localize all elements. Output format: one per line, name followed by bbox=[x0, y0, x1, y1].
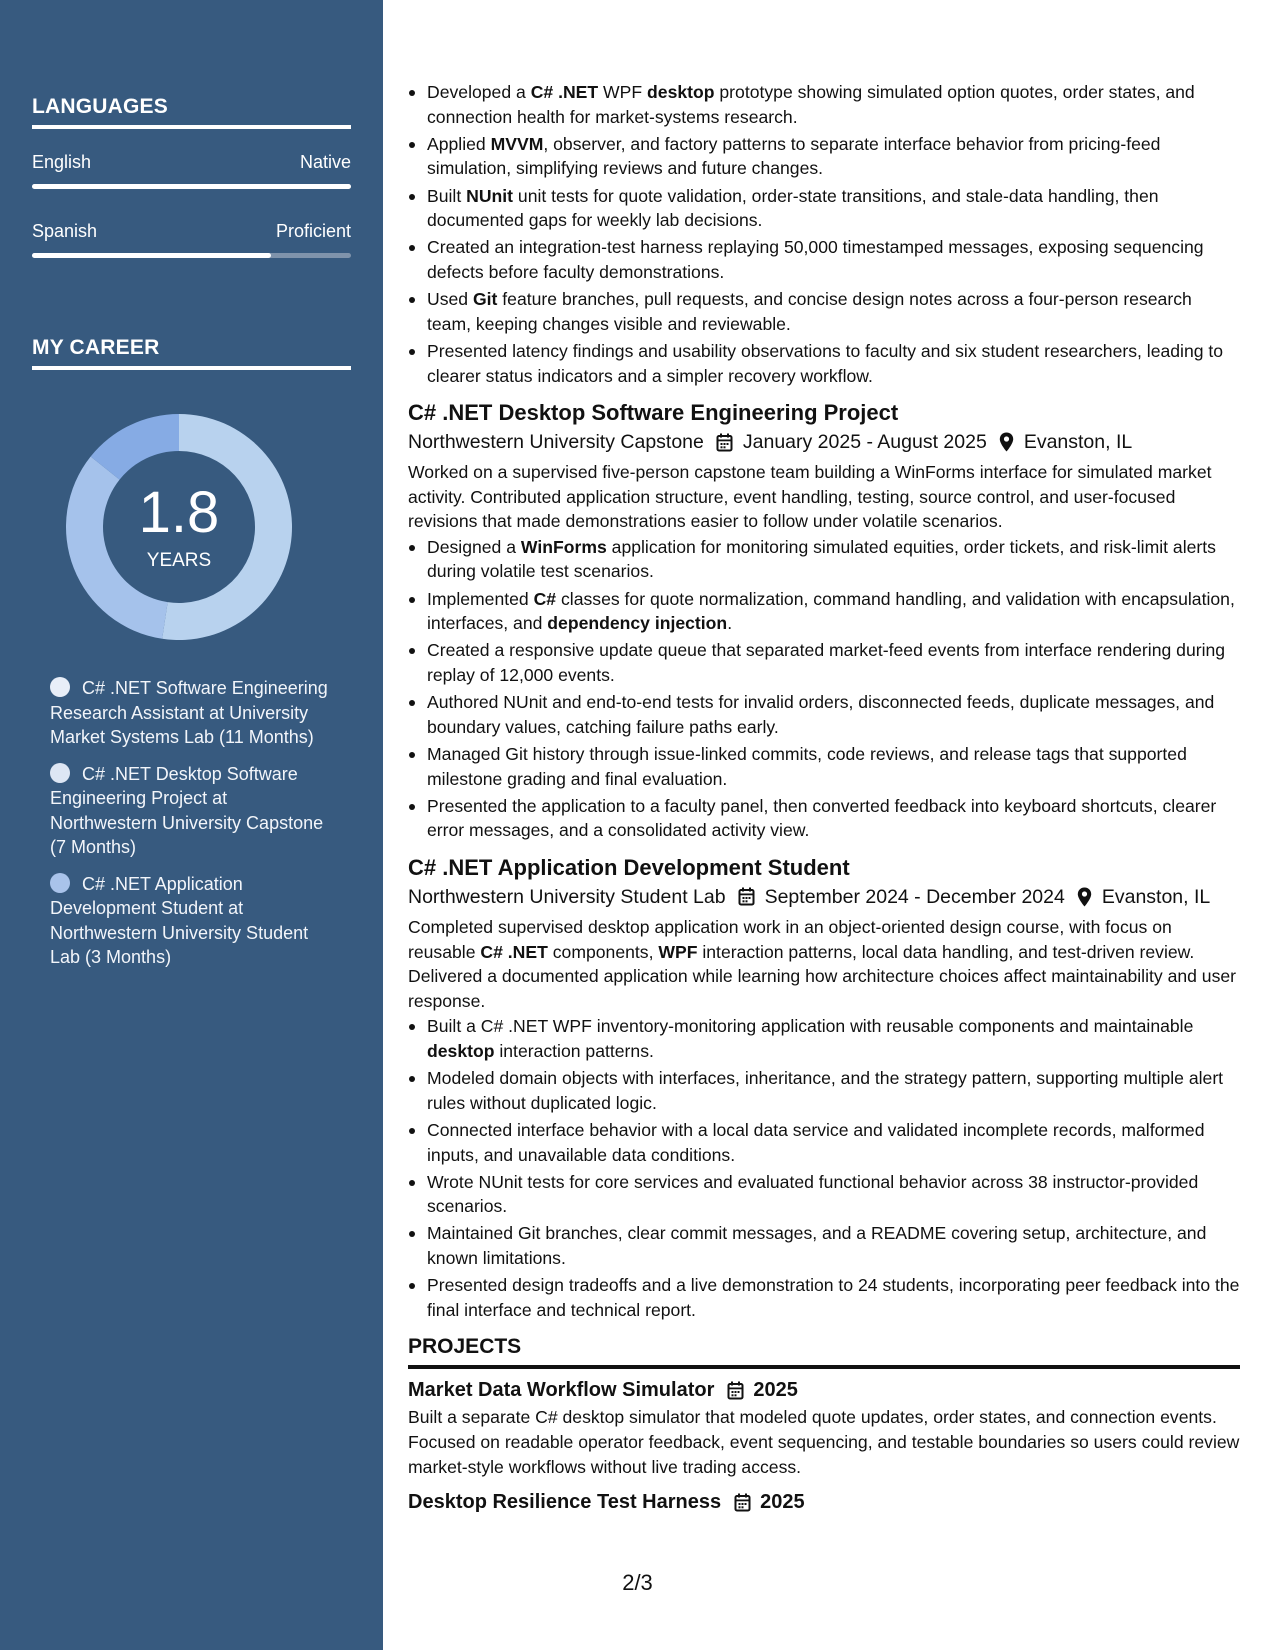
language-bar-spanish bbox=[32, 253, 351, 258]
legend-dot bbox=[50, 763, 70, 783]
job-bullet: Developed a C# .NET WPF desktop prototype showing simulated option quotes, order states, and connection health for market-systems research. bbox=[408, 80, 1240, 129]
language-bar-fill bbox=[32, 184, 351, 189]
job-bullet: Created a responsive update queue that separated market-feed events from interface rendering during replay of 12,000 events. bbox=[408, 638, 1240, 687]
career-legend bbox=[50, 676, 330, 982]
job-organization: Northwestern University Capstone bbox=[408, 431, 704, 454]
project-description: Built a separate C# desktop simulator that modeled quote updates, order states, and connection events. Focused on readable operator feedback, event sequencing, and testable boundaries so users could review market-style workflows without live trading access. bbox=[408, 1407, 1240, 1477]
language-bar-english bbox=[32, 184, 351, 189]
language-bar-fill bbox=[32, 253, 271, 258]
languages-heading: LANGUAGES bbox=[32, 95, 351, 129]
location-pin-icon bbox=[1077, 887, 1092, 907]
job-title: C# .NET Application Development Student bbox=[408, 854, 850, 880]
job-bullet: Built a C# .NET WPF inventory-monitoring application with reusable components and maintainable desktop interaction patterns. bbox=[408, 1014, 1240, 1063]
legend-text: C# .NET Software Engineering Research Assistant at University Market Systems Lab (11 Months) bbox=[50, 678, 328, 747]
legend-text: C# .NET Application Development Student at Northwestern University Student Lab (3 Months) bbox=[50, 873, 309, 967]
project-year: 2025 bbox=[760, 1491, 805, 1514]
language-name: English bbox=[32, 152, 92, 172]
project-title-row bbox=[408, 1375, 1240, 1405]
job-bullet: Created an integration-test harness replaying 50,000 timestamped messages, exposing sequencing defects before faculty demonstrations. bbox=[408, 235, 1240, 284]
project-title: Desktop Resilience Test Harness bbox=[408, 1491, 722, 1514]
job-organization: Northwestern University Student Lab bbox=[408, 885, 726, 908]
language-row-english bbox=[32, 152, 351, 173]
projects-heading: PROJECTS bbox=[408, 1333, 1240, 1369]
project-title: Market Data Workflow Simulator bbox=[408, 1379, 715, 1402]
job-description: Worked on a supervised five-person capstone team building a WinForms interface for simulated market activity. Contributed application structure, event handling, testing, source control, and user-focused revisions that made demonstrations easier to follow under volatile scenarios. bbox=[408, 462, 1212, 532]
calendar-icon bbox=[734, 1493, 751, 1512]
job-bullet: Modeled domain objects with interfaces, inheritance, and the strategy pattern, supporting multiple alert rules without duplicated logic. bbox=[408, 1066, 1240, 1115]
job-location: Evanston, IL bbox=[1101, 885, 1211, 908]
career-legend-item bbox=[50, 762, 330, 860]
legend-dot bbox=[50, 677, 70, 697]
job-bullet: Maintained Git branches, clear commit messages, and a README covering setup, architecture, and known limitations. bbox=[408, 1221, 1240, 1270]
career-heading: MY CAREER bbox=[32, 336, 351, 370]
project-entry bbox=[408, 1487, 1240, 1517]
job-bullet: Used Git feature branches, pull requests, and concise design notes across a four-person research team, keeping changes visible and reviewable. bbox=[408, 287, 1240, 336]
legend-dot bbox=[50, 873, 70, 893]
job-entry bbox=[408, 399, 1240, 843]
resume-main-content bbox=[408, 80, 1240, 1517]
job-bullet: Connected interface behavior with a local data service and validated incomplete records, malformed inputs, and unavailable data conditions. bbox=[408, 1118, 1240, 1167]
job-dates: September 2024 - December 2024 bbox=[764, 885, 1065, 908]
language-row-spanish bbox=[32, 221, 351, 242]
calendar-icon bbox=[716, 433, 733, 452]
job-dates: January 2025 - August 2025 bbox=[742, 431, 987, 454]
page-number: 2/3 bbox=[622, 1570, 653, 1595]
job-bullet: Presented design tradeoffs and a live demonstration to 24 students, incorporating peer feedback into the final interface and technical report. bbox=[408, 1273, 1240, 1322]
job-bullet: Implemented C# classes for quote normalization, command handling, and validation with encapsulation, interfaces, and dependency injection. bbox=[408, 587, 1240, 636]
sidebar bbox=[0, 0, 383, 1650]
job-bullet-list bbox=[408, 535, 1240, 843]
job-title: C# .NET Desktop Software Engineering Project bbox=[408, 400, 899, 426]
job-location: Evanston, IL bbox=[1023, 431, 1133, 454]
language-name: Spanish bbox=[32, 221, 98, 241]
job-bullet: Authored NUnit and end-to-end tests for invalid orders, disconnected feeds, duplicate messages, and boundary values, catching failure paths early. bbox=[408, 690, 1240, 739]
calendar-icon bbox=[727, 1381, 744, 1400]
language-level: Proficient bbox=[275, 221, 351, 241]
job-bullet: Presented latency findings and usability observations to faculty and six student researchers, leading to clearer status indicators and a simpler recovery workflow. bbox=[408, 339, 1240, 388]
job-bullet: Managed Git history through issue-linked commits, code reviews, and release tags that supported milestone grading and final evaluation. bbox=[408, 742, 1240, 791]
job-description: Completed supervised desktop application work in an object-oriented design course, with focus on reusable C# .NET components, WPF interaction patterns, local data handling, and test-driven review. Delivered a documented application while learning how architecture choices affect maintainability and user response. bbox=[408, 916, 1237, 1011]
project-title-row bbox=[408, 1487, 1240, 1517]
job-bullet: Presented the application to a faculty panel, then converted feedback into keyboard shortcuts, clearer error messages, and a consolidated activity view. bbox=[408, 794, 1240, 843]
career-legend-item bbox=[50, 676, 330, 750]
legend-text: C# .NET Desktop Software Engineering Project at Northwestern University Capstone (7 Months) bbox=[50, 763, 324, 857]
career-legend-item bbox=[50, 872, 330, 970]
location-pin-icon bbox=[999, 432, 1014, 452]
project-entry bbox=[408, 1375, 1240, 1479]
language-level: Native bbox=[299, 152, 351, 172]
career-total-unit: YEARS bbox=[146, 550, 212, 571]
job-meta bbox=[408, 427, 1240, 457]
job-entry bbox=[408, 854, 1240, 1322]
job-bullet-list bbox=[408, 80, 1240, 388]
career-total-value: 1.8 bbox=[138, 480, 220, 545]
job-bullet: Wrote NUnit tests for core services and evaluated functional behavior across 38 instructor-provided scenarios. bbox=[408, 1170, 1240, 1219]
job-bullet: Designed a WinForms application for monitoring simulated equities, order tickets, and risk-limit alerts during volatile test scenarios. bbox=[408, 535, 1240, 584]
job-meta bbox=[408, 882, 1240, 912]
job-bullet: Applied MVVM, observer, and factory patterns to separate interface behavior from pricing-feed simulation, simplifying reviews and future changes. bbox=[408, 132, 1240, 181]
project-year: 2025 bbox=[753, 1379, 798, 1402]
job-bullet: Built NUnit unit tests for quote validation, order-state transitions, and stale-data handling, then documented gaps for weekly lab decisions. bbox=[408, 184, 1240, 233]
calendar-icon bbox=[738, 887, 755, 906]
job-bullet-list bbox=[408, 1014, 1240, 1322]
